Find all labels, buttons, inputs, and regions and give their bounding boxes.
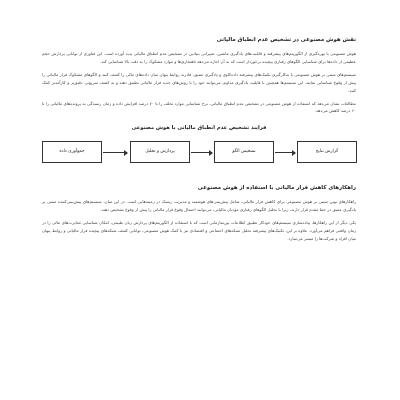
flow-step-processing: پردازش و تحلیل [130,141,190,163]
flow-step-pattern-detection: تشخیص الگو [214,141,274,163]
flowchart [42,141,356,171]
paragraph: راهکارهای نوین مبتنی بر هوش مصنوعی برای کاهش فرار مالیاتی، شامل پیش‌بینی‌های هوشمند و مدیریت ریسک در زمینه‌هایی است. در این میان، سیستم‌های پیش‌بینی‌کننده مبتنی بر یادگیری عمیق در خط مقدم قرار دارند، زیرا با تحلیل الگوهای رفتاری مؤدیان مالیاتی، می‌توانند احتمال وقوع فرار مالیاتی را پیش از وقوع تشخیص دهند. [42,199,356,213]
flow-step-report: گزارش نتایج [297,141,357,163]
paragraph: هوش مصنوعی با بهره‌گیری از الگوریتم‌های پیشرفته و قابلیت‌های یادگیری ماشین، تغییراتی بنیادین در تشخیص عدم انطباق مالیاتی پدید آورده است. این فناوری از توانایی پردازش حجم عظیمی از داده‌ها برای شناسایی الگوهای رفتاری پیچیده برخوردار است که به آن اجازه می‌دهد ناهنجاری‌ها و موارد مشکوک را به دقت بالا شناسایی کند. [42,51,356,64]
flow-arrow [191,152,212,153]
flow-step-data-collection: جمع‌آوری داده [42,141,102,163]
paragraph: سیستم‌های مبتنی بر هوش مصنوعی با به‌کارگیری تکنیک‌های پیشرفته داده‌کاوی و یادگیری عمیق، قادرند روابط پنهان میان داده‌های مالی را کشف کنند و الگوهای مشکوک فرار مالیاتی را پیش از وقوع شناسایی نمایند. این سیستم‌ها همچنین با قابلیت یادگیری مداوم، می‌توانند خود را با روش‌های جدید فرار مالیاتی تطبیق دهند و به کشف سریع‌تر، دقیق‌تر و کارآمدتر کمک کنند. [42,71,356,93]
section-heading-solutions: راهکارهای کاهش فرار مالیاتی با استفاده از هوش مصنوعی [197,185,356,192]
flow-arrow [103,152,127,153]
section-heading-ai-role: نقش هوش مصنوعی در تشخیص عدم انطباق مالیاتی [216,37,356,43]
paragraph: یکی دیگر از این راهکارها، پیاده‌سازی سیستم‌های خودکار تطبیق اطلاعات بین‌سازمانی است که با استفاده از الگوریتم‌های پردازش زبان طبیعی، امکان شناسایی مغایرت‌های مالی را در زمان واقعی فراهم می‌آورد. علاوه بر این، تکنیک‌های پیشرفته تحلیل شبکه‌های اجتماعی و اقتصادی نیز با کمک هوش مصنوعی، توانایی کشف شبکه‌های پیچیده فرار مالیاتی و روابط پنهان میان افراد و شرکت‌ها را میسر می‌سازد. [42,220,356,241]
document-content [42,37,356,248]
flowchart-title: فرایند تشخیص عدم انطباق مالیاتی با هوش مصنوعی [131,125,267,132]
flow-arrow [275,152,295,153]
paragraph: مطالعات نشان می‌دهد که استفاده از هوش مصنوعی در تشخیص عدم انطباق مالیاتی، نرخ شناسایی موارد تخلف را تا ۷۰ درصد افزایش داده و زمان رسیدگی به پرونده‌های مالیاتی را تا ۶۰ درصد کاهش می‌دهد. [42,100,356,114]
